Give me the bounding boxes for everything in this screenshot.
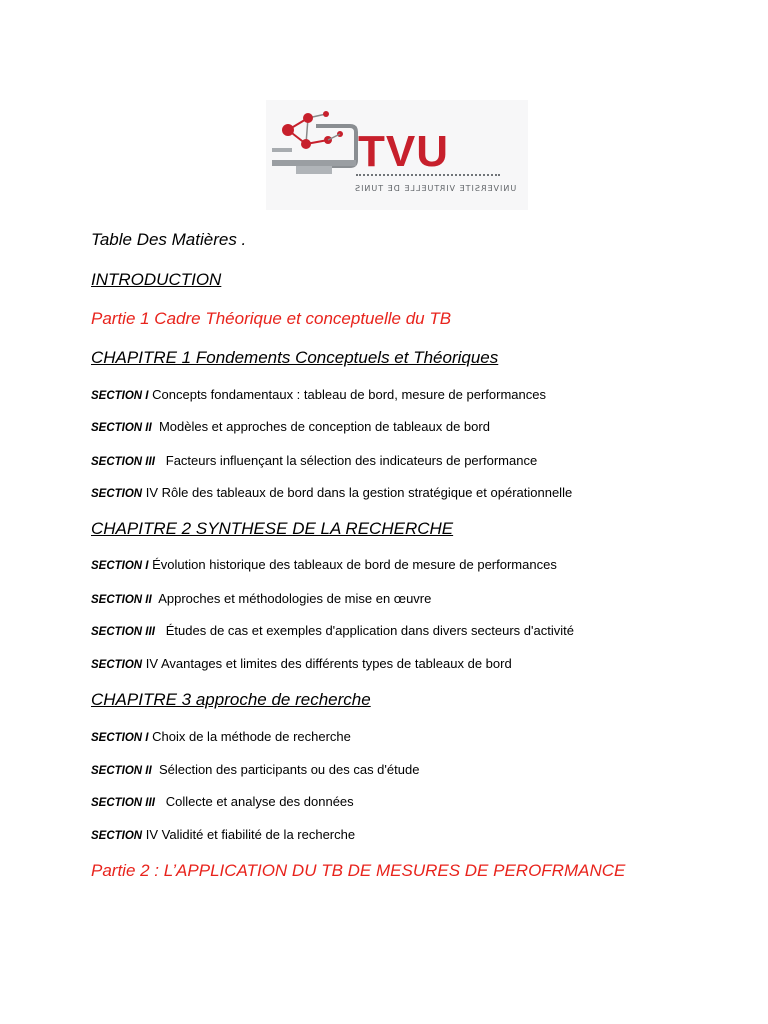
section-text: Choix de la méthode de recherche	[152, 729, 351, 744]
logo-wordmark: TVU	[358, 127, 449, 176]
section-text: Collecte et analyse des données	[165, 794, 354, 809]
toc-section: SECTION I Choix de la méthode de recherche	[91, 729, 351, 744]
toc-section: SECTION III Collecte et analyse des données	[91, 794, 354, 809]
section-text: Sélection des participants ou des cas d'étude	[158, 762, 420, 777]
toc-section: SECTION III Facteurs influençant la sélection des indicateurs de performance	[91, 453, 538, 468]
section-text: Avantages et limites des différents types de tableaux de bord	[160, 656, 512, 671]
toc-section: SECTION IV Avantages et limites des différents types de tableaux de bord	[91, 656, 512, 671]
toc-section: SECTION II Approches et méthodologies de mise en œuvre	[91, 591, 432, 606]
toc-title: Table Des Matières .	[91, 230, 247, 249]
section-text: Évolution historique des tableaux de bord de mesure de performances	[152, 557, 557, 572]
toc-chapter-3: CHAPITRE 3 approche de recherche	[91, 690, 371, 709]
toc-section: SECTION IV Validité et fiabilité de la recherche	[91, 827, 356, 842]
toc-section: SECTION II Sélection des participants ou des cas d'étude	[91, 762, 420, 777]
toc-chapter-2: CHAPITRE 2 SYNTHESE DE LA RECHERCHE	[91, 519, 454, 538]
section-text: Études de cas et exemples d'application dans divers secteurs d'activité	[165, 623, 574, 638]
toc-section: SECTION II Modèles et approches de conception de tableaux de bord	[91, 419, 490, 434]
section-text: Facteurs influençant la sélection des indicateurs de performance	[165, 453, 538, 468]
section-text: Validité et fiabilité de la recherche	[161, 827, 356, 842]
toc-part-1: Partie 1 Cadre Théorique et conceptuelle du TB	[91, 309, 452, 328]
logo-subtitle: UNIVERSITE VIRTUELLE DE TUNIS	[354, 184, 517, 193]
toc-section: SECTION I Évolution historique des tableaux de bord de mesure de performances	[91, 557, 557, 572]
university-logo	[266, 100, 528, 210]
section-text: Modèles et approches de conception de tableaux de bord	[158, 419, 490, 434]
section-text: Approches et méthodologies de mise en œuvre	[158, 591, 432, 606]
section-text: Concepts fondamentaux : tableau de bord, mesure de performances	[152, 387, 546, 402]
logo-arabic-line	[356, 174, 500, 182]
toc-chapter-1: CHAPITRE 1 Fondements Conceptuels et Théoriques	[91, 348, 499, 367]
toc-introduction: INTRODUCTION	[91, 270, 222, 289]
toc-section: SECTION I Concepts fondamentaux : tableau de bord, mesure de performances	[91, 387, 546, 402]
toc-section: SECTION IV Rôle des tableaux de bord dans la gestion stratégique et opérationnelle	[91, 485, 573, 500]
toc-part-2: Partie 2 : L’APPLICATION DU TB DE MESURES DE PEROFRMANCE	[91, 861, 626, 880]
toc-section: SECTION III Études de cas et exemples d'application dans divers secteurs d'activité	[91, 623, 574, 638]
section-text: Rôle des tableaux de bord dans la gestion stratégique et opérationnelle	[161, 485, 573, 500]
